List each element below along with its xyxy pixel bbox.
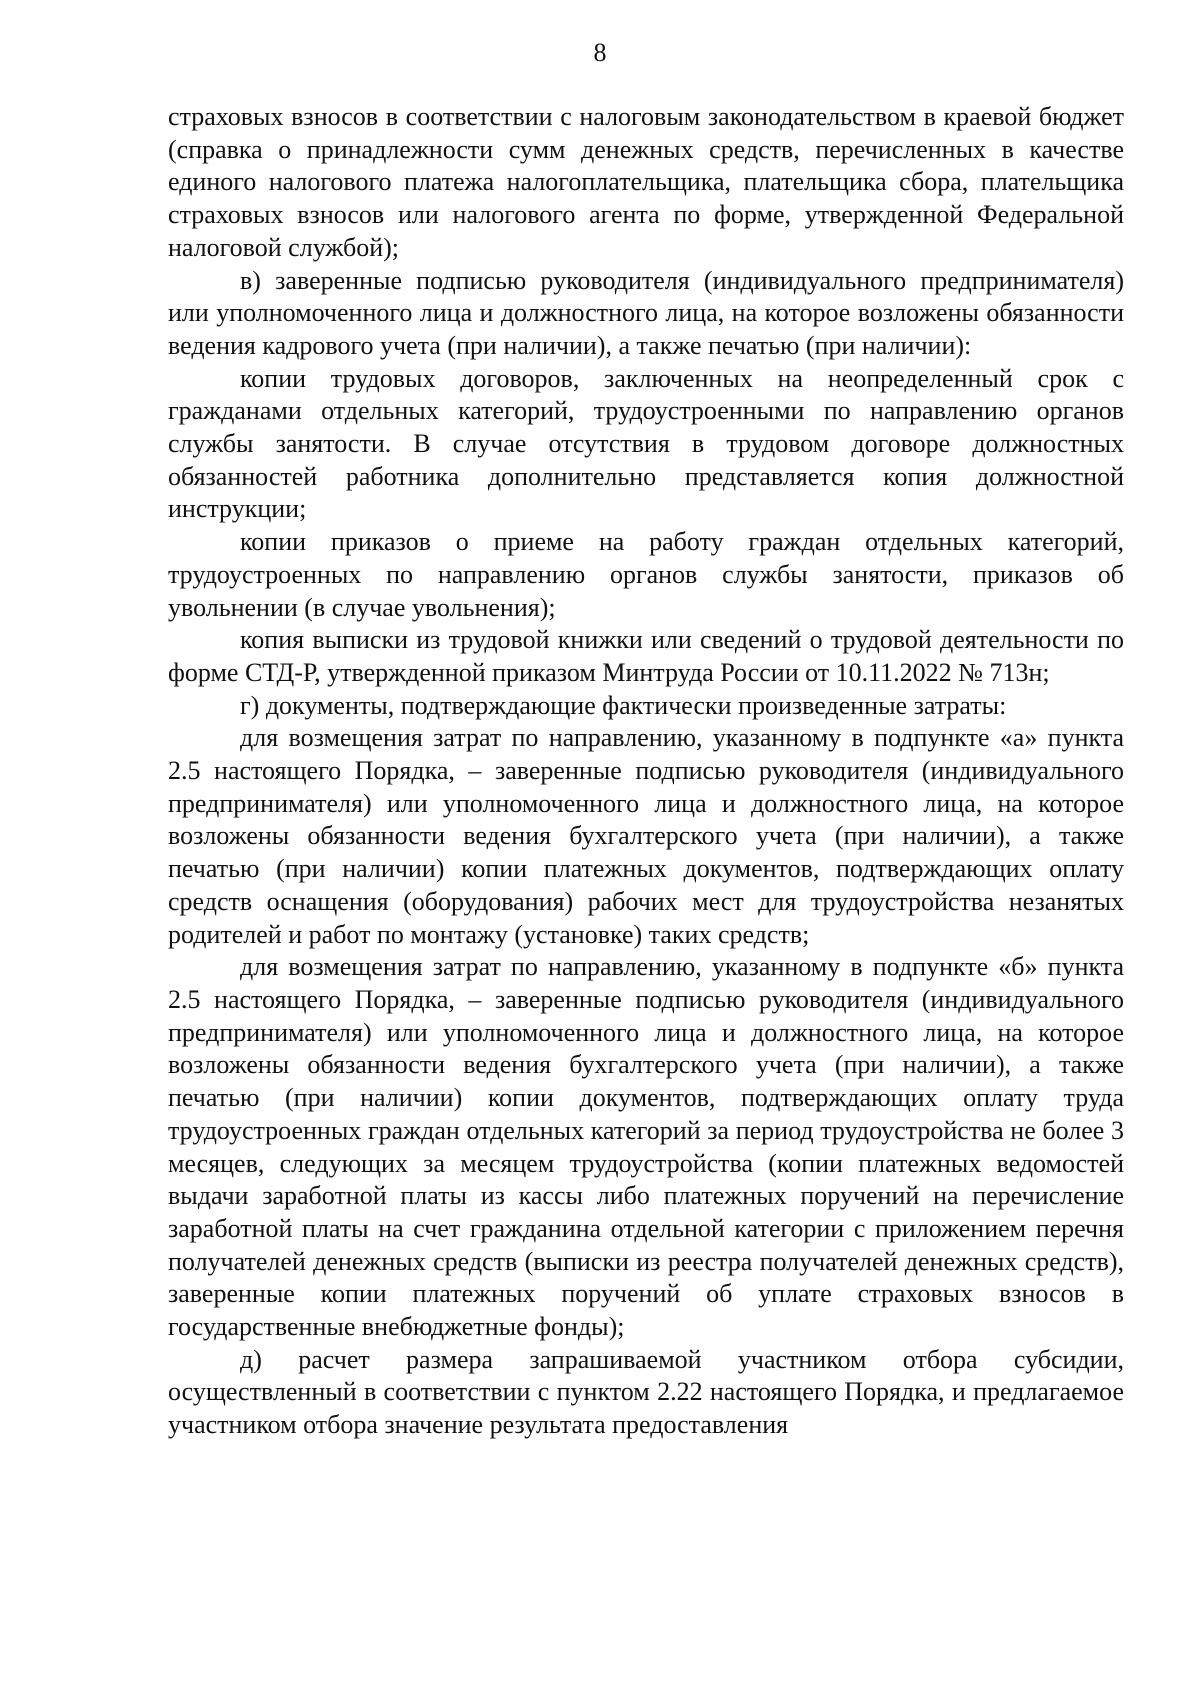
- paragraph-item-g: г) документы, подтверждающие фактически произведенные затраты:: [240, 690, 1007, 720]
- paragraph-item-v: в) заверенные подписью руководителя (индивидуального предпринимателя) или уполномоченного лица и должностного лица, на которое возложены обязанности ведения кадрового учета (при наличии), а также печатью (при наличии):: [168, 265, 1124, 360]
- page-number: 8: [593, 38, 607, 67]
- paragraph-expenses-b: для возмещения затрат по направлению, указанному в подпункте «б» пункта 2.5 настоящего Порядка, – заверенные подписью руководителя (индивидуального предпринимателя) или уполномоченного лица и должностного лица, на которое возложены обязанности ведения бухгалтерского учета (при наличии), а также печатью (при наличии) копии документов, подтверждающих оплату труда трудоустроенных граждан отдельных категорий за период трудоустройства не более 3 месяцев, следующих за месяцем трудоустройства (копии платежных ведомостей выдачи заработной платы из кассы либо платежных поручений на перечисление заработной платы на счет гражданина отдельной категории с приложением перечня получателей денежных средств (выписки из реестра получателей денежных средств), заверенные копии платежных поручений об уплате страховых взносов в государственные внебюджетные фонды);: [168, 952, 1124, 1342]
- document-body: [168, 101, 1124, 1442]
- paragraph-work-record: копия выписки из трудовой книжки или сведений о трудовой деятельности по форме СТД-Р, утвержденной приказом Минтруда России от 10.11.2022 № 713н;: [168, 625, 1124, 687]
- paragraph-hiring-orders: копии приказов о приеме на работу граждан отдельных категорий, трудоустроенных по направлению органов службы занятости, приказов об увольнении (в случае увольнения);: [168, 527, 1124, 622]
- paragraph-continuation: страховых взносов в соответствии с налоговым законодательством в краевой бюджет (справка о принадлежности сумм денежных средств, перечисленных в качестве единого налогового платежа налогоплательщика, плательщика сбора, плательщика страховых взносов или налогового агента по форме, утвержденной Федеральной налоговой службой);: [168, 102, 1124, 262]
- paragraph-labor-contracts: копии трудовых договоров, заключенных на неопределенный срок с гражданами отдельных категорий, трудоустроенными по направлению органов службы занятости. В случае отсутствия в трудовом договоре должностных обязанностей работника дополнительно представляется копия должностной инструкции;: [168, 363, 1124, 524]
- paragraph-expenses-a: для возмещения затрат по направлению, указанному в подпункте «а» пункта 2.5 настоящего Порядка, – заверенные подписью руководителя (индивидуального предпринимателя) или уполномоченного лица и должностного лица, на которое возложены обязанности ведения бухгалтерского учета (при наличии), а также печатью (при наличии) копии платежных документов, подтверждающих оплату средств оснащения (оборудования) рабочих мест для трудоустройства незанятых родителей и работ по монтажу (установке) таких средств;: [168, 723, 1124, 949]
- paragraph-item-d: д) расчет размера запрашиваемой участником отбора субсидии, осуществленный в соответствии с пунктом 2.22 настоящего Порядка, и предлагаемое участником отбора значение результата предоставления: [168, 1344, 1124, 1440]
